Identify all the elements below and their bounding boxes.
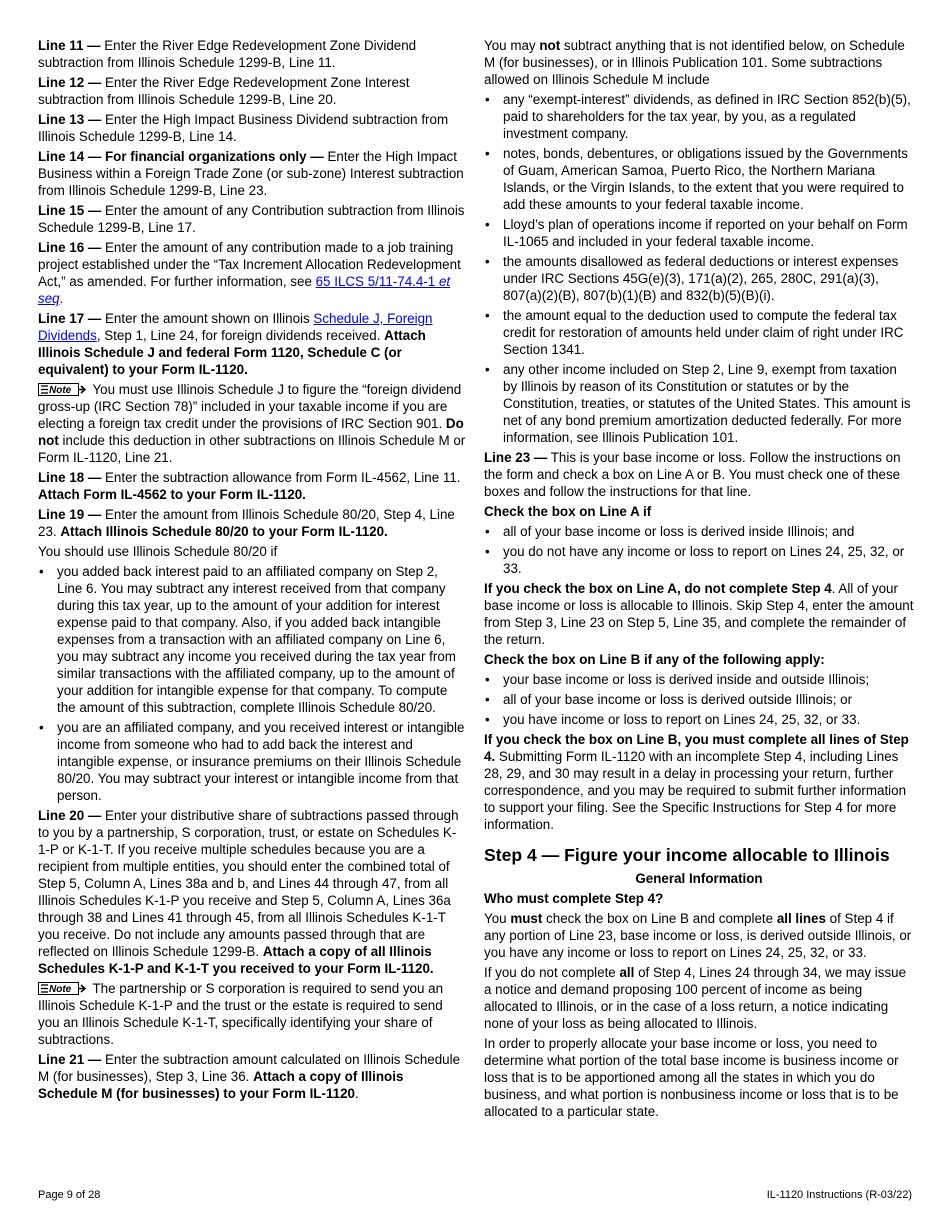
line-20: Line 20 — Enter your distributive share of subtractions passed through to you by a partnership, S corporation, trust, or estate on Schedules K-1-P or K-1-T. If you receive multiple schedules because you are a recipient from multiple entities, you should enter the combined total of Step 5, Column A, Lines 38a and b, and Lines 44 through 47, from all Illinois Schedules K-1-P you receive and Step 5, Column A, Lines 36a through 38 and Lines 41 through 45, from all Illinois Schedules K-1-T you receive. Do not include any amounts passed through that are reflected on Illinois Schedule 1299-B. Attach a copy of all Illinois Schedules K-1-P and K-1-T you received to your Form IL-1120.	[38, 808, 459, 976]
note-schedule-j: Note You must use Illinois Schedule J to figure the “foreign dividend gross-up (IRC Section 78)” included in your taxable income if you are electing a foreign tax credit under the provisions of IRC Section 901. Do not include this deduction in other subtractions on Illinois Schedule M or Form IL-1120, Line 21.	[38, 382, 466, 465]
not-complete-paragraph: If you do not complete all of Step 4, Lines 24 through 34, we may issue a notice and demand proposing 100 percent of income as being allocated to Illinois, or in the case of a loss return, a notice indicating none of your loss as being allocated to Illinois.	[484, 965, 907, 1031]
schedule-8020-intro: You should use Illinois Schedule 80/20 if	[38, 544, 278, 559]
schedule-j-link[interactable]: Schedule J, Foreign Dividends	[38, 311, 433, 343]
allocate-paragraph: In order to properly allocate your base income or loss, you need to determine what portion of the total base income is business income or loss that is to be apportioned among all the states in which you do business, and what portion is nonbusiness income or loss that is to be allocated to a particular state.	[484, 1036, 899, 1119]
form-identifier: IL-1120 Instructions (R-03/22)	[766, 1189, 912, 1201]
left-column	[38, 37, 466, 1105]
note-icon	[38, 383, 86, 396]
ilcs-link[interactable]: 65 ILCS 5/11-74.4-1 et seq	[38, 274, 451, 306]
who-must-paragraph: You must check the box on Line B and complete all lines of Step 4 if any portion of Line 23, base income or loss, is derived outside Illinois, or you have any income or loss to report on Lines 24, 25, 32, or 33.	[484, 911, 912, 960]
who-must-heading: Who must complete Step 4?	[484, 891, 664, 906]
line-a-heading: Check the box on Line A if	[484, 504, 652, 519]
line-23: Line 23 — This is your base income or loss. Follow the instructions on the form and check a box on Line A or B. You must check one of these boxes and follow the instructions for that line.	[484, 450, 901, 499]
line-21: Line 21 — Enter the subtraction amount calculated on Illinois Schedule M (for businesses), Step 3, Line 36. Attach a copy of Illinois Schedule M (for businesses) to your Form IL-1120.	[38, 1052, 461, 1101]
list-item: • your base income or loss is derived inside and outside Illinois;	[484, 671, 914, 688]
list-item: • all of your base income or loss is derived inside Illinois; and	[484, 523, 914, 540]
list-item: • any other income included on Step 2, Line 9, exempt from taxation by Illinois by reason of its Constitution or statutes or by the Constitution, treaties, or statutes of the United States. This amount is net of any bond premium amortization deducted federally. For more information, see Illinois Publication 101.	[484, 361, 914, 446]
list-item: • Lloyd’s plan of operations income if reported on your behalf on Form IL-1065 and included in your federal taxable income.	[484, 216, 914, 250]
line-a-paragraph: If you check the box on Line A, do not complete Step 4. All of your base income or loss is allocable to Illinois. Skip Step 4, enter the amount from Step 3, Line 23 on Step 5, Line 35, and complete the remainder of the return.	[484, 581, 914, 647]
note-partnership: Note The partnership or S corporation is required to send you an Illinois Schedule K-1-P and the trust or the estate is required to send you an Illinois Schedule K-1-T, specifically identifying your share of subtractions.	[38, 981, 444, 1047]
list-item: • the amount equal to the deduction used to compute the federal tax credit for restoration of amounts held under claim of right under IRC Section 1341.	[484, 307, 914, 358]
subtractions-list	[484, 91, 914, 446]
line-b-list	[484, 671, 914, 728]
line-b-paragraph: If you check the box on Line B, you must complete all lines of Step 4. Submitting Form IL-1120 with an incomplete Step 4, including Lines 28, 29, and 30 may result in a delay in processing your return, further correspondence, and you may be required to submit further information to support your filing. See the Specific Instructions for Step 4 for more information.	[484, 732, 909, 832]
list-item: • you do not have any income or loss to report on Lines 24, 25, 32, or 33.	[484, 543, 914, 577]
line-18: Line 18 — Enter the subtraction allowance from Form IL-4562, Line 11. Attach Form IL-4562 to your Form IL-1120.	[38, 470, 461, 502]
line-11: Line 11 — Enter the River Edge Redevelopment Zone Dividend subtraction from Illinois Schedule 1299-B, Line 11.	[38, 38, 417, 70]
page-number: Page 9 of 28	[38, 1189, 101, 1201]
line-15: Line 15 — Enter the amount of any Contribution subtraction from Illinois Schedule 1299-B, Line 17.	[38, 203, 465, 235]
list-item: • notes, bonds, debentures, or obligations issued by the Governments of Guam, American Samoa, Puerto Rico, the Northern Mariana Islands, or the Virgin Islands, to the extent that you were required to add these amounts to your federal taxable income.	[484, 145, 914, 213]
schedule-8020-list	[38, 563, 466, 804]
line-12: Line 12 — Enter the River Edge Redevelopment Zone Interest subtraction from Illinois Schedule 1299-B, Line 20.	[38, 75, 410, 107]
list-item: • you are an affiliated company, and you received interest or intangible income from someone who had to add back the interest and intangible expense, or insurance premiums on their Illinois Schedule 80/20. You may subtract your interest or intangible income from that person.	[38, 719, 466, 804]
note-icon	[38, 982, 86, 995]
general-information-heading: General Information	[635, 871, 763, 886]
list-item: • all of your base income or loss is derived outside Illinois; or	[484, 691, 914, 708]
list-item: • you added back interest paid to an affiliated company on Step 2, Line 6. You may subtract any interest received from that company during this tax year, up to the amount of your addition for interest expense paid to that company. Also, if you added back intangible expenses from a transaction with an affiliated company on Line 6, you may subtract any income you received during the tax year from similar transactions with the affiliated company, up to the amount of your addition for intangible expense for that company. To compute the amount of this subtraction, complete Illinois Schedule 80/20.	[38, 563, 466, 716]
list-item: • the amounts disallowed as federal deductions or interest expenses under IRC Sections 45G(e)(3), 171(a)(2), 265, 280C, 291(a)(3), 807(a)(2)(B), 807(b)(1)(B) and 832(b)(5)(B)(i).	[484, 253, 914, 304]
line-b-heading: Check the box on Line B if any of the following apply:	[484, 652, 825, 667]
svg-text:Note: Note	[49, 385, 72, 396]
line-16: Line 16 — Enter the amount of any contribution made to a job training project established under the “Tax Increment Allocation Redevelopment Act,” as amended. For further information, see 65 ILCS 5/11-74.4-1 et seq.	[38, 240, 461, 306]
right-column	[484, 37, 914, 1123]
step-4-heading: Step 4 — Figure your income allocable to Illinois	[484, 845, 890, 865]
subtractions-intro: You may not subtract anything that is not identified below, on Schedule M (for businesses), or in Illinois Publication 101. Some subtractions allowed on Illinois Schedule M include	[484, 38, 905, 87]
line-13: Line 13 — Enter the High Impact Business Dividend subtraction from Illinois Schedule 1299-B, Line 14.	[38, 112, 449, 144]
svg-text:Note: Note	[49, 984, 72, 995]
line-a-list	[484, 523, 914, 577]
list-item: • any “exempt-interest” dividends, as defined in IRC Section 852(b)(5), paid to shareholders for the tax year, by you, as a regulated investment company.	[484, 91, 914, 142]
line-14: Line 14 — For financial organizations only — Enter the High Impact Business within a Foreign Trade Zone (or sub-zone) Interest subtraction from Illinois Schedule 1299-B, Line 23.	[38, 149, 464, 198]
line-17: Line 17 — Enter the amount shown on Illinois Schedule J, Foreign Dividends, Step 1, Line 24, for foreign dividends received. Attach Illinois Schedule J and federal Form 1120, Schedule C (or equivalent) to your Form IL-1120.	[38, 311, 433, 377]
line-19: Line 19 — Enter the amount from Illinois Schedule 80/20, Step 4, Line 23. Attach Illinois Schedule 80/20 to your Form IL-1120.	[38, 507, 455, 539]
list-item: • you have income or loss to report on Lines 24, 25, 32, or 33.	[484, 711, 914, 728]
